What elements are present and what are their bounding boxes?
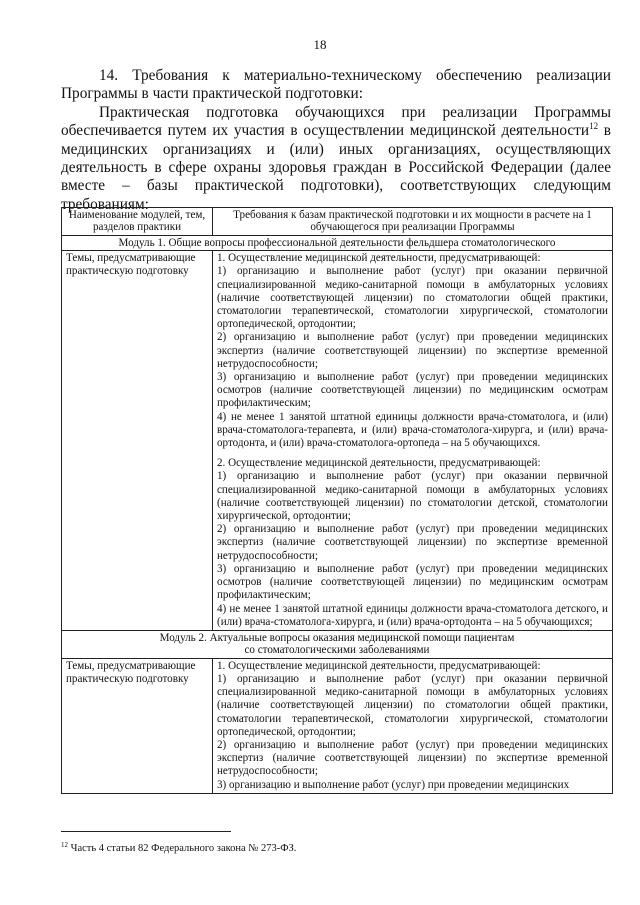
requirement-item: 4) не менее 1 занятой штатной единицы должности врача-стоматолога детского, и (или) врача-стоматолога-хирурга, и (или) врача-ортодонта – на 5 обучающихся;: [217, 602, 608, 628]
module-2-requirements: [213, 658, 613, 793]
requirement-item: 3) организацию и выполнение работ (услуг) при проведении медицинских осмотров (наличие соответствующей лицензии) по медицинским осмотрам профилактическим;: [217, 371, 608, 410]
requirement-item: 2) организацию и выполнение работ (услуг) при проведении медицинских экспертиз (наличие соответствующей лицензии) по экспертизе временной нетрудоспособности;: [217, 331, 608, 370]
module-1-title-row: [62, 235, 613, 250]
requirement-item: 2) организацию и выполнение работ (услуг) при проведении медицинских экспертиз (наличие соответствующей лицензии) по экспертизе временной нетрудоспособности;: [217, 738, 608, 778]
module-1-block-1: [217, 252, 608, 450]
module-2-block-1: [217, 660, 608, 792]
requirement-item: 3) организацию и выполнение работ (услуг) при проведении медицинских: [217, 778, 570, 791]
block-lead: 2. Осуществление медицинской деятельности, предусматривающей:: [217, 457, 541, 470]
footnote-mark: 12: [61, 841, 68, 849]
module-2-title-line-2: со стоматологическими заболеваниями: [244, 644, 430, 657]
page-number: 18: [313, 37, 327, 52]
module-2-title-row: [62, 630, 613, 658]
section-heading: 14. Требования к материально-техническому обеспечению реализации Программы в части практической подготовки:: [61, 67, 611, 103]
requirements-table: [61, 207, 613, 794]
header-modules-cell: Наименование модулей, тем, разделов практики: [62, 208, 213, 236]
module-2-title-line-1: Модуль 2. Актуальные вопросы оказания медицинской помощи пациентам: [159, 631, 515, 644]
footnote: [61, 843, 296, 854]
intro-section: [61, 67, 611, 214]
requirement-item: 3) организацию и выполнение работ (услуг) при проведении медицинских осмотров (наличие соответствующей лицензии) по медицинским осмотрам профилактическим;: [217, 562, 608, 602]
requirement-item: 1) организацию и выполнение работ (услуг) при оказании первичной специализированной медико-санитарной помощи в амбулаторных условиях (наличие соответствующей лицензии) по стоматологии общей практики, стоматологии терапевтической, стоматологии хирургической, стоматологии ортопедической, ортодонтии;: [217, 672, 608, 738]
footnote-text: Часть 4 статьи 82 Федерального закона № 273-ФЗ.: [68, 843, 297, 854]
module-1-block-2: [217, 457, 608, 629]
footnote-separator: [61, 831, 231, 832]
module-1-title: Модуль 1. Общие вопросы профессиональной деятельности фельдшера стоматологического: [62, 235, 613, 250]
block-lead: 1. Осуществление медицинской деятельности, предусматривающей:: [217, 659, 541, 672]
requirement-item: 1) организацию и выполнение работ (услуг) при оказании первичной специализированной медико-санитарной помощи в амбулаторных условиях (наличие соответствующей лицензии) по стоматологии детской, стоматологии хирургической, ортодонтии;: [217, 470, 608, 523]
intro-text-before-ref: Практическая подготовка обучающихся при реализации Программы обеспечивается путем их участия в осуществлении медицинской деятельности: [61, 103, 611, 140]
module-2-row-label: Темы, предусматривающие практическую подготовку: [62, 658, 213, 793]
intro-text-after-ref: в медицинских организациях и (или) иных организациях, осуществляющих деятельность в сфере охраны здоровья граждан в Российской Федерации (далее вместе – базы практической подготовки), соответствующих следующим требованиям:: [61, 122, 611, 213]
module-2-title: [62, 630, 613, 658]
block-lead: 1. Осуществление медицинской деятельности, предусматривающей:: [217, 252, 541, 265]
header-requirements-cell: Требования к базам практической подготовки и их мощности в расчете на 1 обучающегося при реализации Программы: [213, 208, 613, 236]
requirement-item: 2) организацию и выполнение работ (услуг) при проведении медицинских экспертиз (наличие соответствующей лицензии) по экспертизе временной нетрудоспособности;: [217, 523, 608, 562]
requirement-item: 4) не менее 1 занятой штатной единицы должности врача-стоматолога, и (или) врача-стоматолога-терапевта, и (или) врача-стоматолога-хирурга, и (или) врача-ортодонта, и (или) врача-стоматолога-ортопеда – на 5 обучающихся.: [217, 410, 608, 450]
footnote-reference: 12: [589, 121, 599, 132]
module-2-content-row: [62, 658, 613, 793]
table-header-row: [62, 208, 613, 236]
module-1-row-label: Темы, предусматривающие практическую подготовку: [62, 251, 213, 631]
requirement-item: 1) организацию и выполнение работ (услуг) при оказании первичной специализированной медико-санитарной помощи в амбулаторных условиях (наличие соответствующей лицензии) по стоматологии общей практики, стоматологии терапевтической, стоматологии хирургической, стоматологии ортопедической, ортодонтии;: [217, 265, 608, 331]
intro-paragraph: [61, 104, 611, 214]
module-1-requirements: [213, 251, 613, 631]
module-1-content-row: [62, 251, 613, 631]
